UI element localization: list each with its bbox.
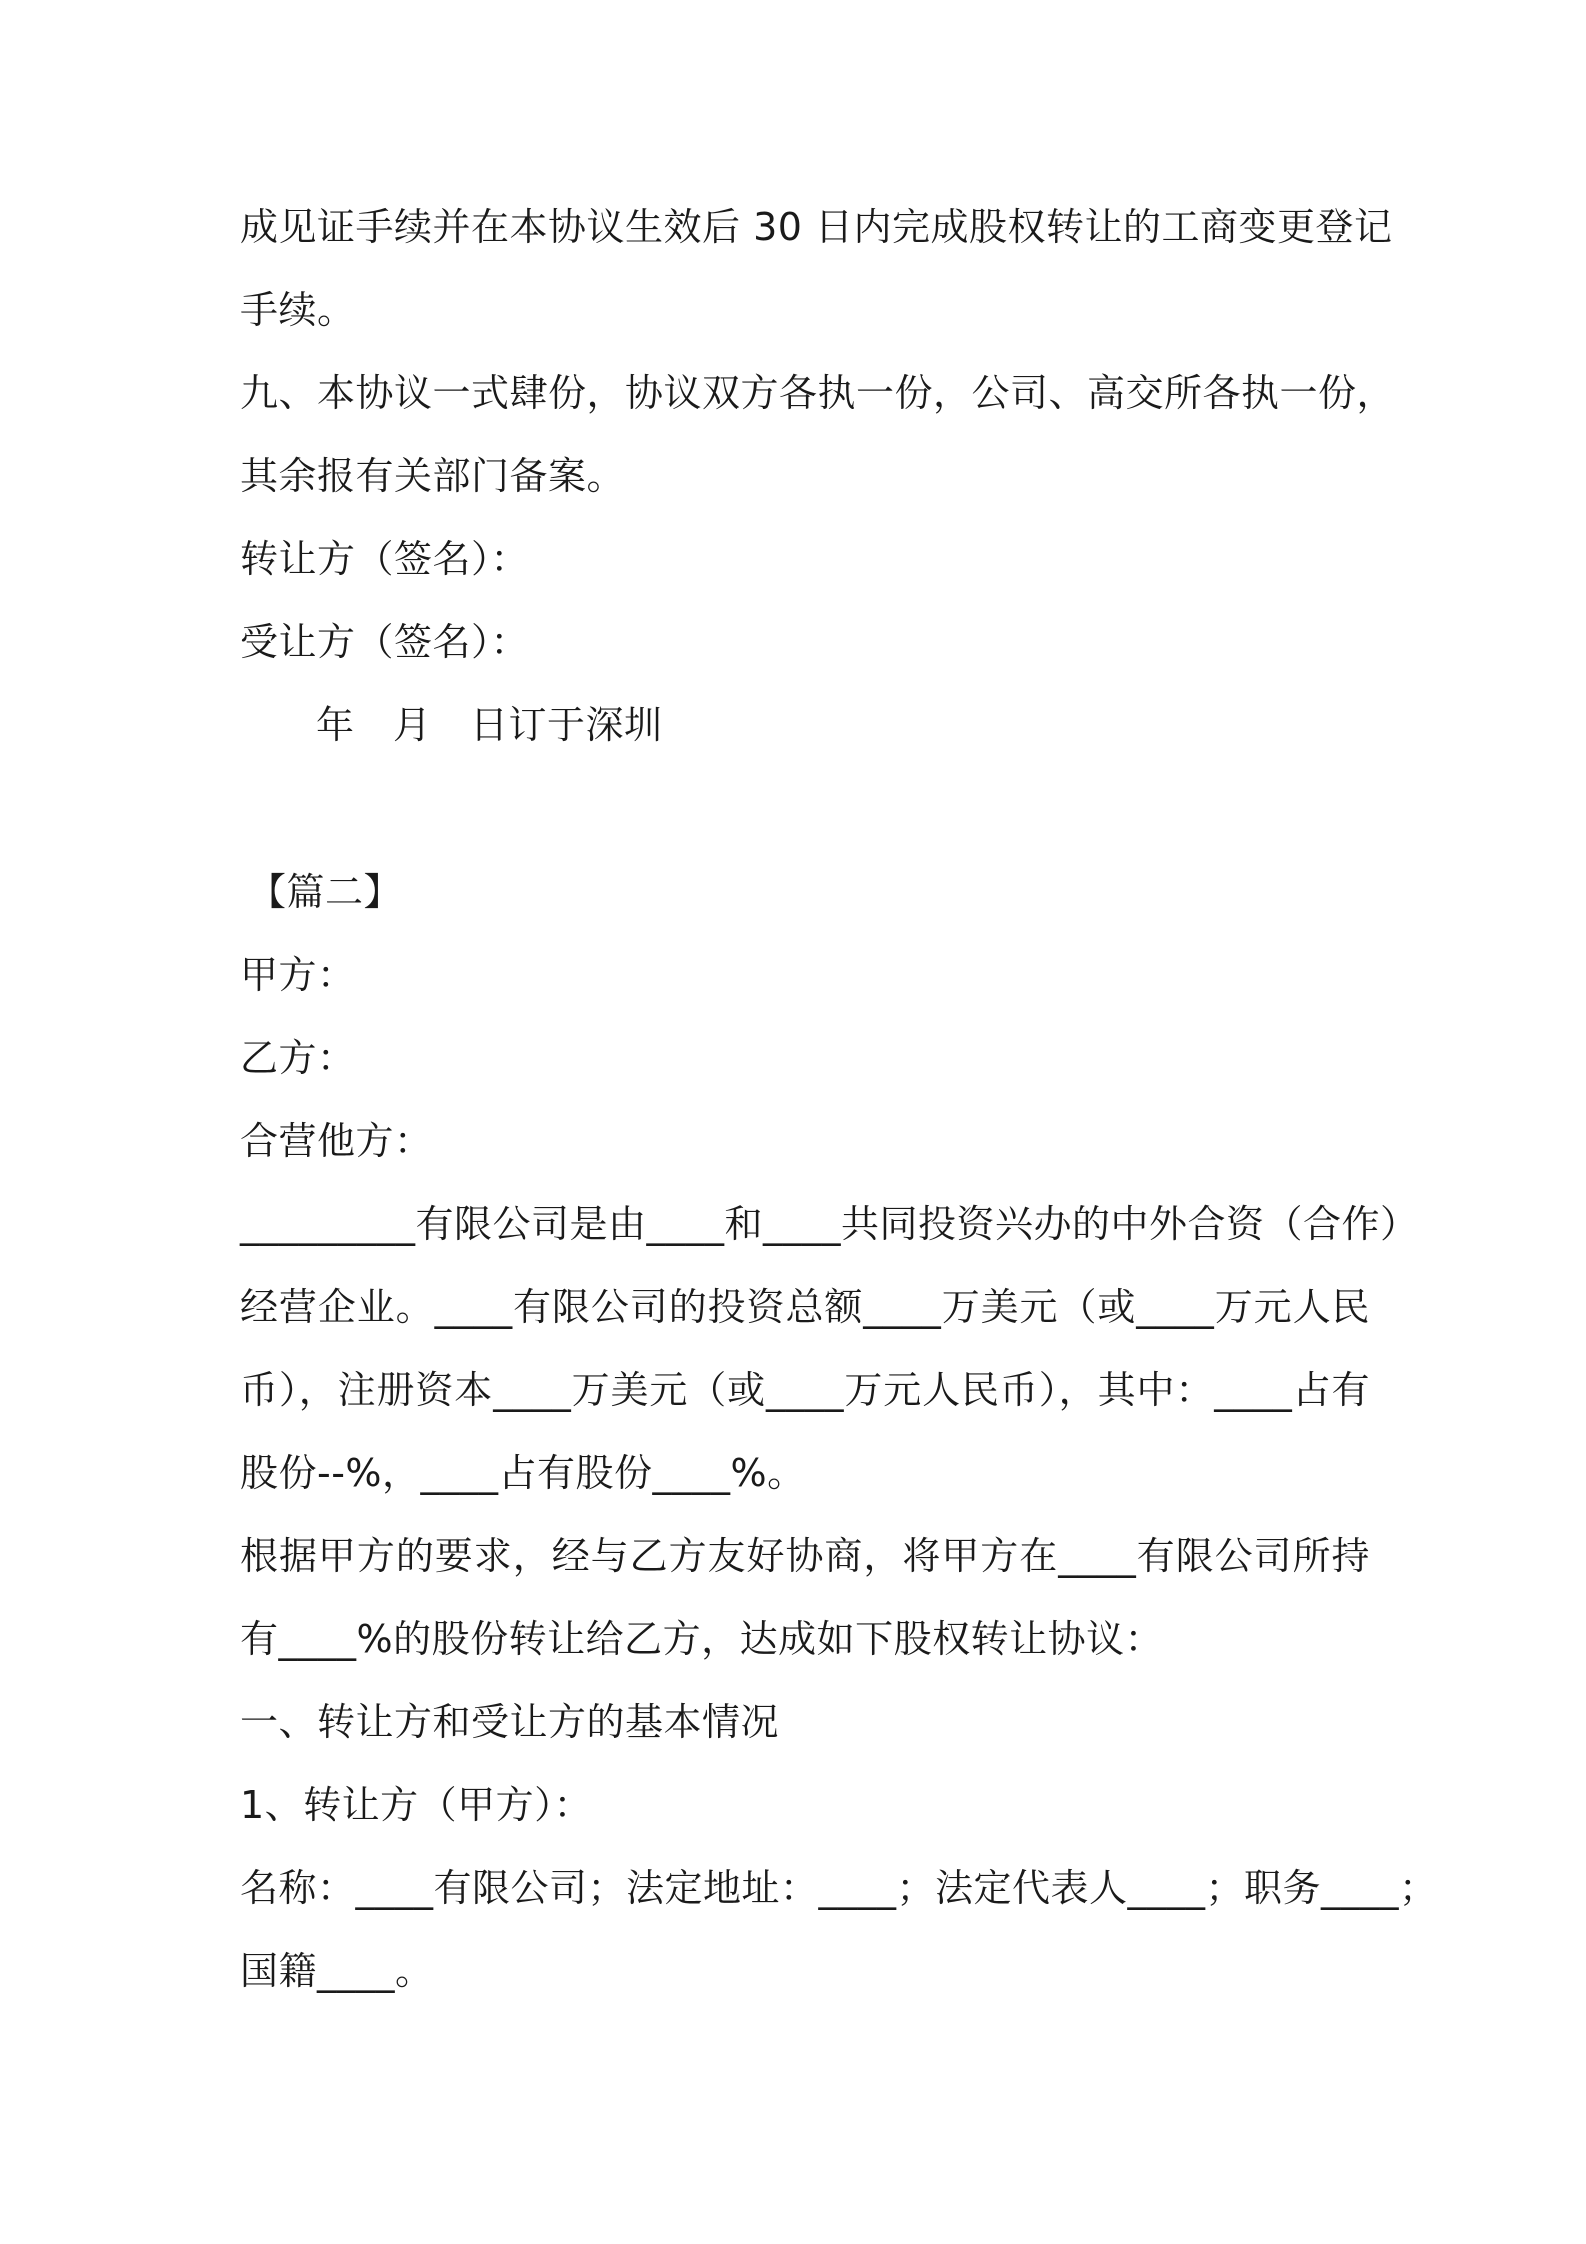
clause-nine-line: 九、本协议一式肆份，协议双方各执一份，公司、高交所各执一份，: [240, 371, 1396, 415]
signing-date-place: 年 月 日订于深圳: [316, 703, 663, 747]
paragraph-line: 手续。: [240, 288, 356, 332]
paragraph-line: 国籍____。: [240, 1949, 434, 1993]
paragraph-line: 名称：____有限公司；法定地址：____；法定代表人____；职务____；: [240, 1866, 1438, 1910]
paragraph-line: 有____%的股份转让给乙方，达成如下股权转让协议：: [240, 1617, 1164, 1661]
paragraph-line: 股份--%，____占有股份____%。: [240, 1451, 806, 1495]
transferee-signature-label: 受让方（签名）：: [240, 620, 530, 664]
clause-heading: 一、转让方和受让方的基本情况: [240, 1700, 780, 1744]
subclause-heading: 1、转让方（甲方）：: [240, 1783, 593, 1827]
transferor-signature-label: 转让方（签名）：: [240, 537, 530, 581]
paragraph-line: 其余报有关部门备案。: [240, 454, 626, 498]
section-heading: 【篇二】: [248, 870, 403, 914]
party-a-label: 甲方：: [240, 953, 356, 997]
party-b-label: 乙方：: [240, 1036, 356, 1080]
paragraph-line: 币），注册资本____万美元（或____万元人民币），其中：____占有: [240, 1368, 1370, 1412]
paragraph-line: 根据甲方的要求，经与乙方友好协商，将甲方在____有限公司所持: [240, 1534, 1370, 1578]
paragraph-line: 成见证手续并在本协议生效后 30 日内完成股权转让的工商变更登记: [240, 205, 1393, 249]
paragraph-line: _________有限公司是由____和____共同投资兴办的中外合资（合作）: [240, 1202, 1419, 1246]
paragraph-line: 经营企业。____有限公司的投资总额____万美元（或____万元人民: [240, 1285, 1370, 1329]
other-party-label: 合营他方：: [240, 1119, 433, 1163]
